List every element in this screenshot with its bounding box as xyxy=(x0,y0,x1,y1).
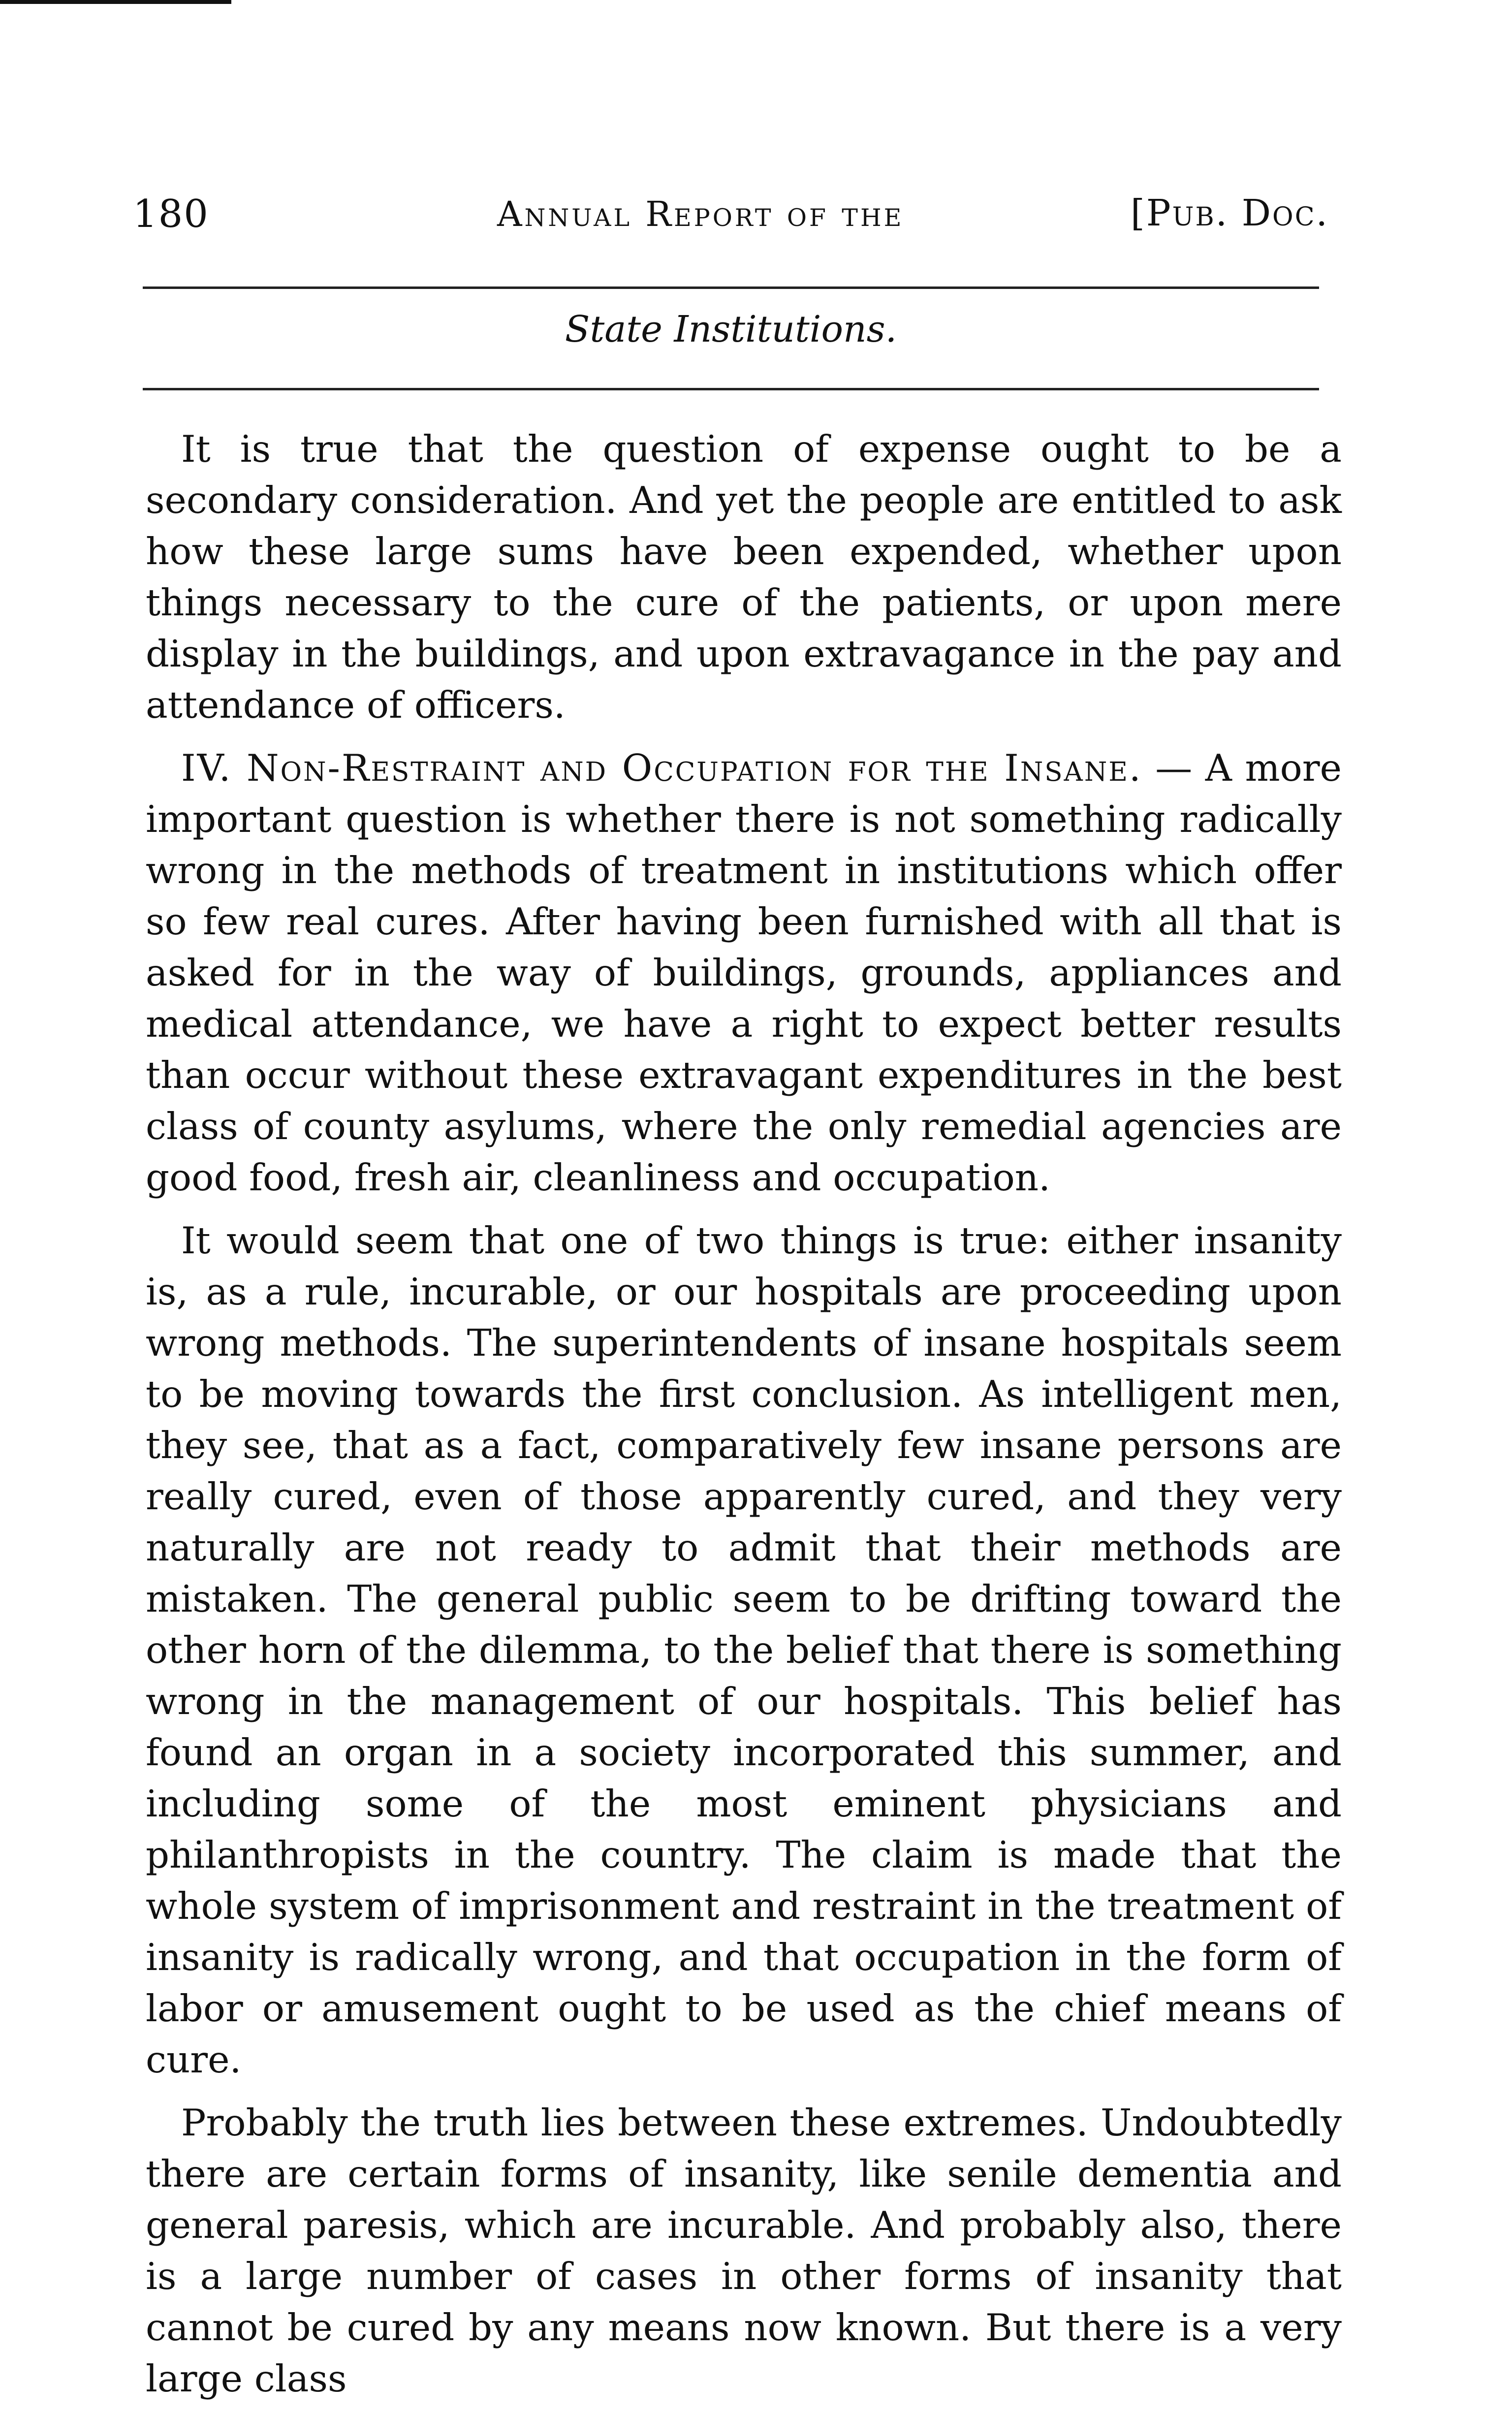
paragraph-1: It is true that the question of expense ought to be a secondary consideration. And yet the people are entitled to ask how these large sums have been expended, whether upon things necessary to the cure of the patients, or upon mere display in the buildings, and upon extravagance in the pay and attendance of officers. xyxy=(146,427,1342,727)
section-title: State Institutions. xyxy=(565,308,897,350)
header-rule-bottom xyxy=(143,388,1319,390)
header-rule-top xyxy=(143,286,1319,289)
paragraph-2-heading: IV. Non-Restraint and Occupation for the Insane. xyxy=(181,746,1142,790)
paragraph-2-text: — A more important question is whether there is not something radically wrong in the methods of treatment in institutions which offer so few real cures. After having been furnished with all that is asked for in the way of buildings, grounds, appliances and medical attendance, we have a right to expect better results than occur without these extravagant expenditures in the best class of county asylums, where the only remedial agencies are good food, fresh air, cleanliness and occupation. xyxy=(146,746,1342,1199)
document-reference: [Pub. Doc. xyxy=(1130,192,1329,234)
paragraph-3: It would seem that one of two things is true: either insanity is, as a rule, incurable, or our hospitals are proceeding upon wrong methods. The superintendents of insane hospitals seem to be moving towards the first conclusion. As intelligent men, they see, that as a fact, comparatively few insane persons are really cured, even of those apparently cured, and they very naturally are not ready to admit that their methods are mistaken. The general public seem to be drifting toward the other horn of the dilemma, to the belief that there is something wrong in the management of our hospitals. This belief has found an organ in a society incorporated this summer, and including some of the most eminent physicians and philanthropists in the country. The claim is made that the whole system of imprisonment and restraint in the treatment of insanity is radically wrong, and that occupation in the form of labor or amusement ought to be used as the chief means of cure. xyxy=(146,1219,1342,2081)
body-text xyxy=(146,423,1342,2416)
page-number: 180 xyxy=(133,192,209,236)
paragraph-4: Probably the truth lies between these extremes. Undoubtedly there are certain forms of insanity, like senile dementia and general paresis, which are incurable. And probably also, there is a large number of cases in other forms of insanity that cannot be cured by any means now known. But there is a very large class xyxy=(146,2101,1342,2400)
paragraph-2 xyxy=(146,742,1342,1203)
page-header xyxy=(133,187,1329,246)
running-head: Annual Report of the xyxy=(497,194,904,234)
scan-edge-rule xyxy=(0,0,231,4)
